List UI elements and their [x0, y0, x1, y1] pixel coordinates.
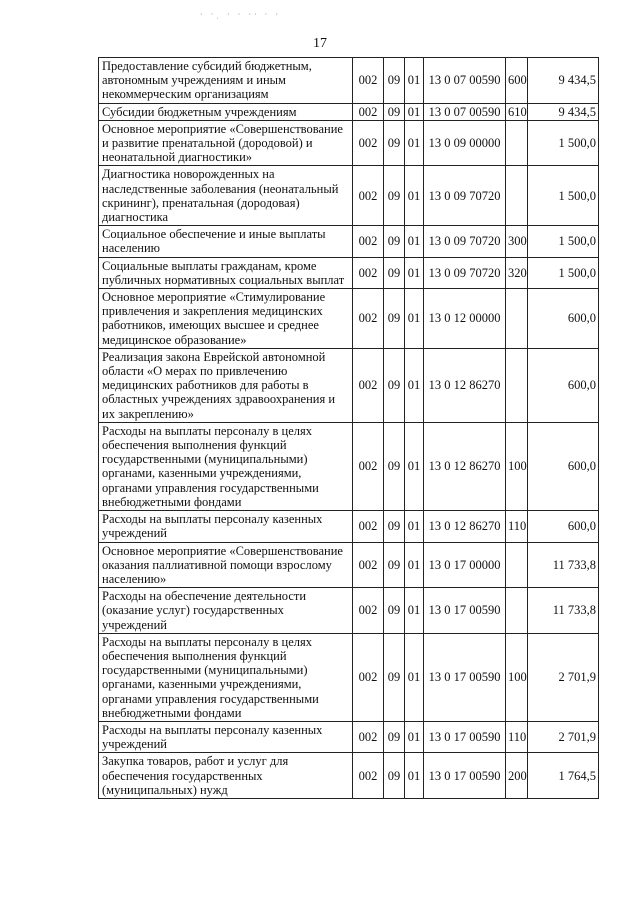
- table-row: [99, 166, 599, 226]
- row-name-cell: Расходы на выплаты персоналу в целях обеспечения выполнения функций государственными (муниципальными) органами, казенными учреждениями, органами управления государственными внебюджетными фондами: [99, 422, 353, 510]
- row-name-cell: Закупка товаров, работ и услуг для обеспечения государственных (муниципальных) нужд: [99, 753, 353, 799]
- section-code-cell: 09: [384, 58, 405, 104]
- expense-type-cell: 100: [506, 633, 528, 721]
- row-name-cell: Основное мероприятие «Стимулирование привлечения и закрепления медицинских работников, имеющих высшее и среднее медицинское образование»: [99, 289, 353, 349]
- org-code-cell: 002: [353, 257, 384, 288]
- table-row: [99, 422, 599, 510]
- table-row: [99, 633, 599, 721]
- org-code-cell: 002: [353, 588, 384, 634]
- row-name-cell: Расходы на обеспечение деятельности (оказание услуг) государственных учреждений: [99, 588, 353, 634]
- target-code-cell: 13 0 17 00590: [424, 721, 506, 752]
- expense-type-cell: [506, 120, 528, 166]
- amount-cell: 9 434,5: [528, 103, 599, 120]
- subsection-code-cell: 01: [405, 226, 424, 257]
- budget-table: [98, 57, 599, 799]
- expense-type-cell: 100: [506, 422, 528, 510]
- subsection-code-cell: 01: [405, 753, 424, 799]
- org-code-cell: 002: [353, 103, 384, 120]
- row-name-cell: Социальные выплаты гражданам, кроме публичных нормативных социальных выплат: [99, 257, 353, 288]
- target-code-cell: 13 0 09 70720: [424, 257, 506, 288]
- row-name-cell: Диагностика новорожденных на наследственные заболевания (неонатальный скрининг), пренатальная (дородовая) диагностика: [99, 166, 353, 226]
- expense-type-cell: [506, 289, 528, 349]
- row-name-cell: Расходы на выплаты персоналу казенных учреждений: [99, 721, 353, 752]
- target-code-cell: 13 0 07 00590: [424, 58, 506, 104]
- amount-cell: 2 701,9: [528, 633, 599, 721]
- expense-type-cell: [506, 166, 528, 226]
- org-code-cell: 002: [353, 226, 384, 257]
- table-row: [99, 226, 599, 257]
- section-code-cell: 09: [384, 120, 405, 166]
- table-row: [99, 103, 599, 120]
- target-code-cell: 13 0 09 70720: [424, 166, 506, 226]
- table-row: [99, 753, 599, 799]
- org-code-cell: 002: [353, 721, 384, 752]
- section-code-cell: 09: [384, 289, 405, 349]
- target-code-cell: 13 0 09 70720: [424, 226, 506, 257]
- target-code-cell: 13 0 12 86270: [424, 348, 506, 422]
- subsection-code-cell: 01: [405, 289, 424, 349]
- section-code-cell: 09: [384, 103, 405, 120]
- target-code-cell: 13 0 12 00000: [424, 289, 506, 349]
- amount-cell: 1 500,0: [528, 257, 599, 288]
- section-code-cell: 09: [384, 542, 405, 588]
- org-code-cell: 002: [353, 511, 384, 542]
- expense-type-cell: [506, 542, 528, 588]
- section-code-cell: 09: [384, 721, 405, 752]
- org-code-cell: 002: [353, 542, 384, 588]
- amount-cell: 2 701,9: [528, 721, 599, 752]
- org-code-cell: 002: [353, 348, 384, 422]
- table-row: [99, 721, 599, 752]
- amount-cell: 11 733,8: [528, 588, 599, 634]
- section-code-cell: 09: [384, 633, 405, 721]
- table-row: [99, 120, 599, 166]
- subsection-code-cell: 01: [405, 542, 424, 588]
- target-code-cell: 13 0 17 00000: [424, 542, 506, 588]
- scan-marks: · ·ˌ · · ·· · ·: [200, 10, 281, 19]
- section-code-cell: 09: [384, 257, 405, 288]
- subsection-code-cell: 01: [405, 348, 424, 422]
- target-code-cell: 13 0 17 00590: [424, 633, 506, 721]
- table-row: [99, 511, 599, 542]
- amount-cell: 600,0: [528, 511, 599, 542]
- subsection-code-cell: 01: [405, 633, 424, 721]
- section-code-cell: 09: [384, 422, 405, 510]
- section-code-cell: 09: [384, 753, 405, 799]
- page-number: 17: [313, 36, 327, 51]
- target-code-cell: 13 0 07 00590: [424, 103, 506, 120]
- row-name-cell: Расходы на выплаты персоналу казенных учреждений: [99, 511, 353, 542]
- subsection-code-cell: 01: [405, 103, 424, 120]
- expense-type-cell: 610: [506, 103, 528, 120]
- section-code-cell: 09: [384, 588, 405, 634]
- expense-type-cell: 320: [506, 257, 528, 288]
- amount-cell: 1 500,0: [528, 120, 599, 166]
- subsection-code-cell: 01: [405, 166, 424, 226]
- target-code-cell: 13 0 17 00590: [424, 753, 506, 799]
- amount-cell: 9 434,5: [528, 58, 599, 104]
- subsection-code-cell: 01: [405, 588, 424, 634]
- table-row: [99, 588, 599, 634]
- subsection-code-cell: 01: [405, 721, 424, 752]
- table-row: [99, 257, 599, 288]
- org-code-cell: 002: [353, 166, 384, 226]
- expense-type-cell: 200: [506, 753, 528, 799]
- subsection-code-cell: 01: [405, 511, 424, 542]
- table-row: [99, 58, 599, 104]
- target-code-cell: 13 0 12 86270: [424, 422, 506, 510]
- row-name-cell: Реализация закона Еврейской автономной области «О мерах по привлечению медицинских работников для работы в областных учреждениях здравоохранения и их закреплению»: [99, 348, 353, 422]
- amount-cell: 1 500,0: [528, 226, 599, 257]
- budget-table-body: [99, 58, 599, 799]
- subsection-code-cell: 01: [405, 422, 424, 510]
- amount-cell: 600,0: [528, 289, 599, 349]
- target-code-cell: 13 0 09 00000: [424, 120, 506, 166]
- org-code-cell: 002: [353, 58, 384, 104]
- expense-type-cell: 110: [506, 511, 528, 542]
- section-code-cell: 09: [384, 348, 405, 422]
- expense-type-cell: 300: [506, 226, 528, 257]
- amount-cell: 11 733,8: [528, 542, 599, 588]
- org-code-cell: 002: [353, 120, 384, 166]
- org-code-cell: 002: [353, 753, 384, 799]
- section-code-cell: 09: [384, 511, 405, 542]
- table-row: [99, 289, 599, 349]
- row-name-cell: Основное мероприятие «Совершенствование и развитие пренатальной (дородовой) и неонатальной диагностики»: [99, 120, 353, 166]
- row-name-cell: Предоставление субсидий бюджетным, автономным учреждениям и иным некоммерческим организациям: [99, 58, 353, 104]
- row-name-cell: Социальное обеспечение и иные выплаты населению: [99, 226, 353, 257]
- expense-type-cell: [506, 348, 528, 422]
- target-code-cell: 13 0 12 86270: [424, 511, 506, 542]
- row-name-cell: Основное мероприятие «Совершенствование оказания паллиативной помощи взрослому населению»: [99, 542, 353, 588]
- section-code-cell: 09: [384, 166, 405, 226]
- row-name-cell: Субсидии бюджетным учреждениям: [99, 103, 353, 120]
- amount-cell: 600,0: [528, 348, 599, 422]
- subsection-code-cell: 01: [405, 257, 424, 288]
- expense-type-cell: [506, 588, 528, 634]
- amount-cell: 1 500,0: [528, 166, 599, 226]
- amount-cell: 600,0: [528, 422, 599, 510]
- org-code-cell: 002: [353, 422, 384, 510]
- expense-type-cell: 600: [506, 58, 528, 104]
- org-code-cell: 002: [353, 289, 384, 349]
- expense-type-cell: 110: [506, 721, 528, 752]
- table-row: [99, 542, 599, 588]
- amount-cell: 1 764,5: [528, 753, 599, 799]
- subsection-code-cell: 01: [405, 120, 424, 166]
- subsection-code-cell: 01: [405, 58, 424, 104]
- target-code-cell: 13 0 17 00590: [424, 588, 506, 634]
- table-row: [99, 348, 599, 422]
- section-code-cell: 09: [384, 226, 405, 257]
- org-code-cell: 002: [353, 633, 384, 721]
- row-name-cell: Расходы на выплаты персоналу в целях обеспечения выполнения функций государственными (муниципальными) органами, казенными учреждениями, органами управления государственными внебюджетными фондами: [99, 633, 353, 721]
